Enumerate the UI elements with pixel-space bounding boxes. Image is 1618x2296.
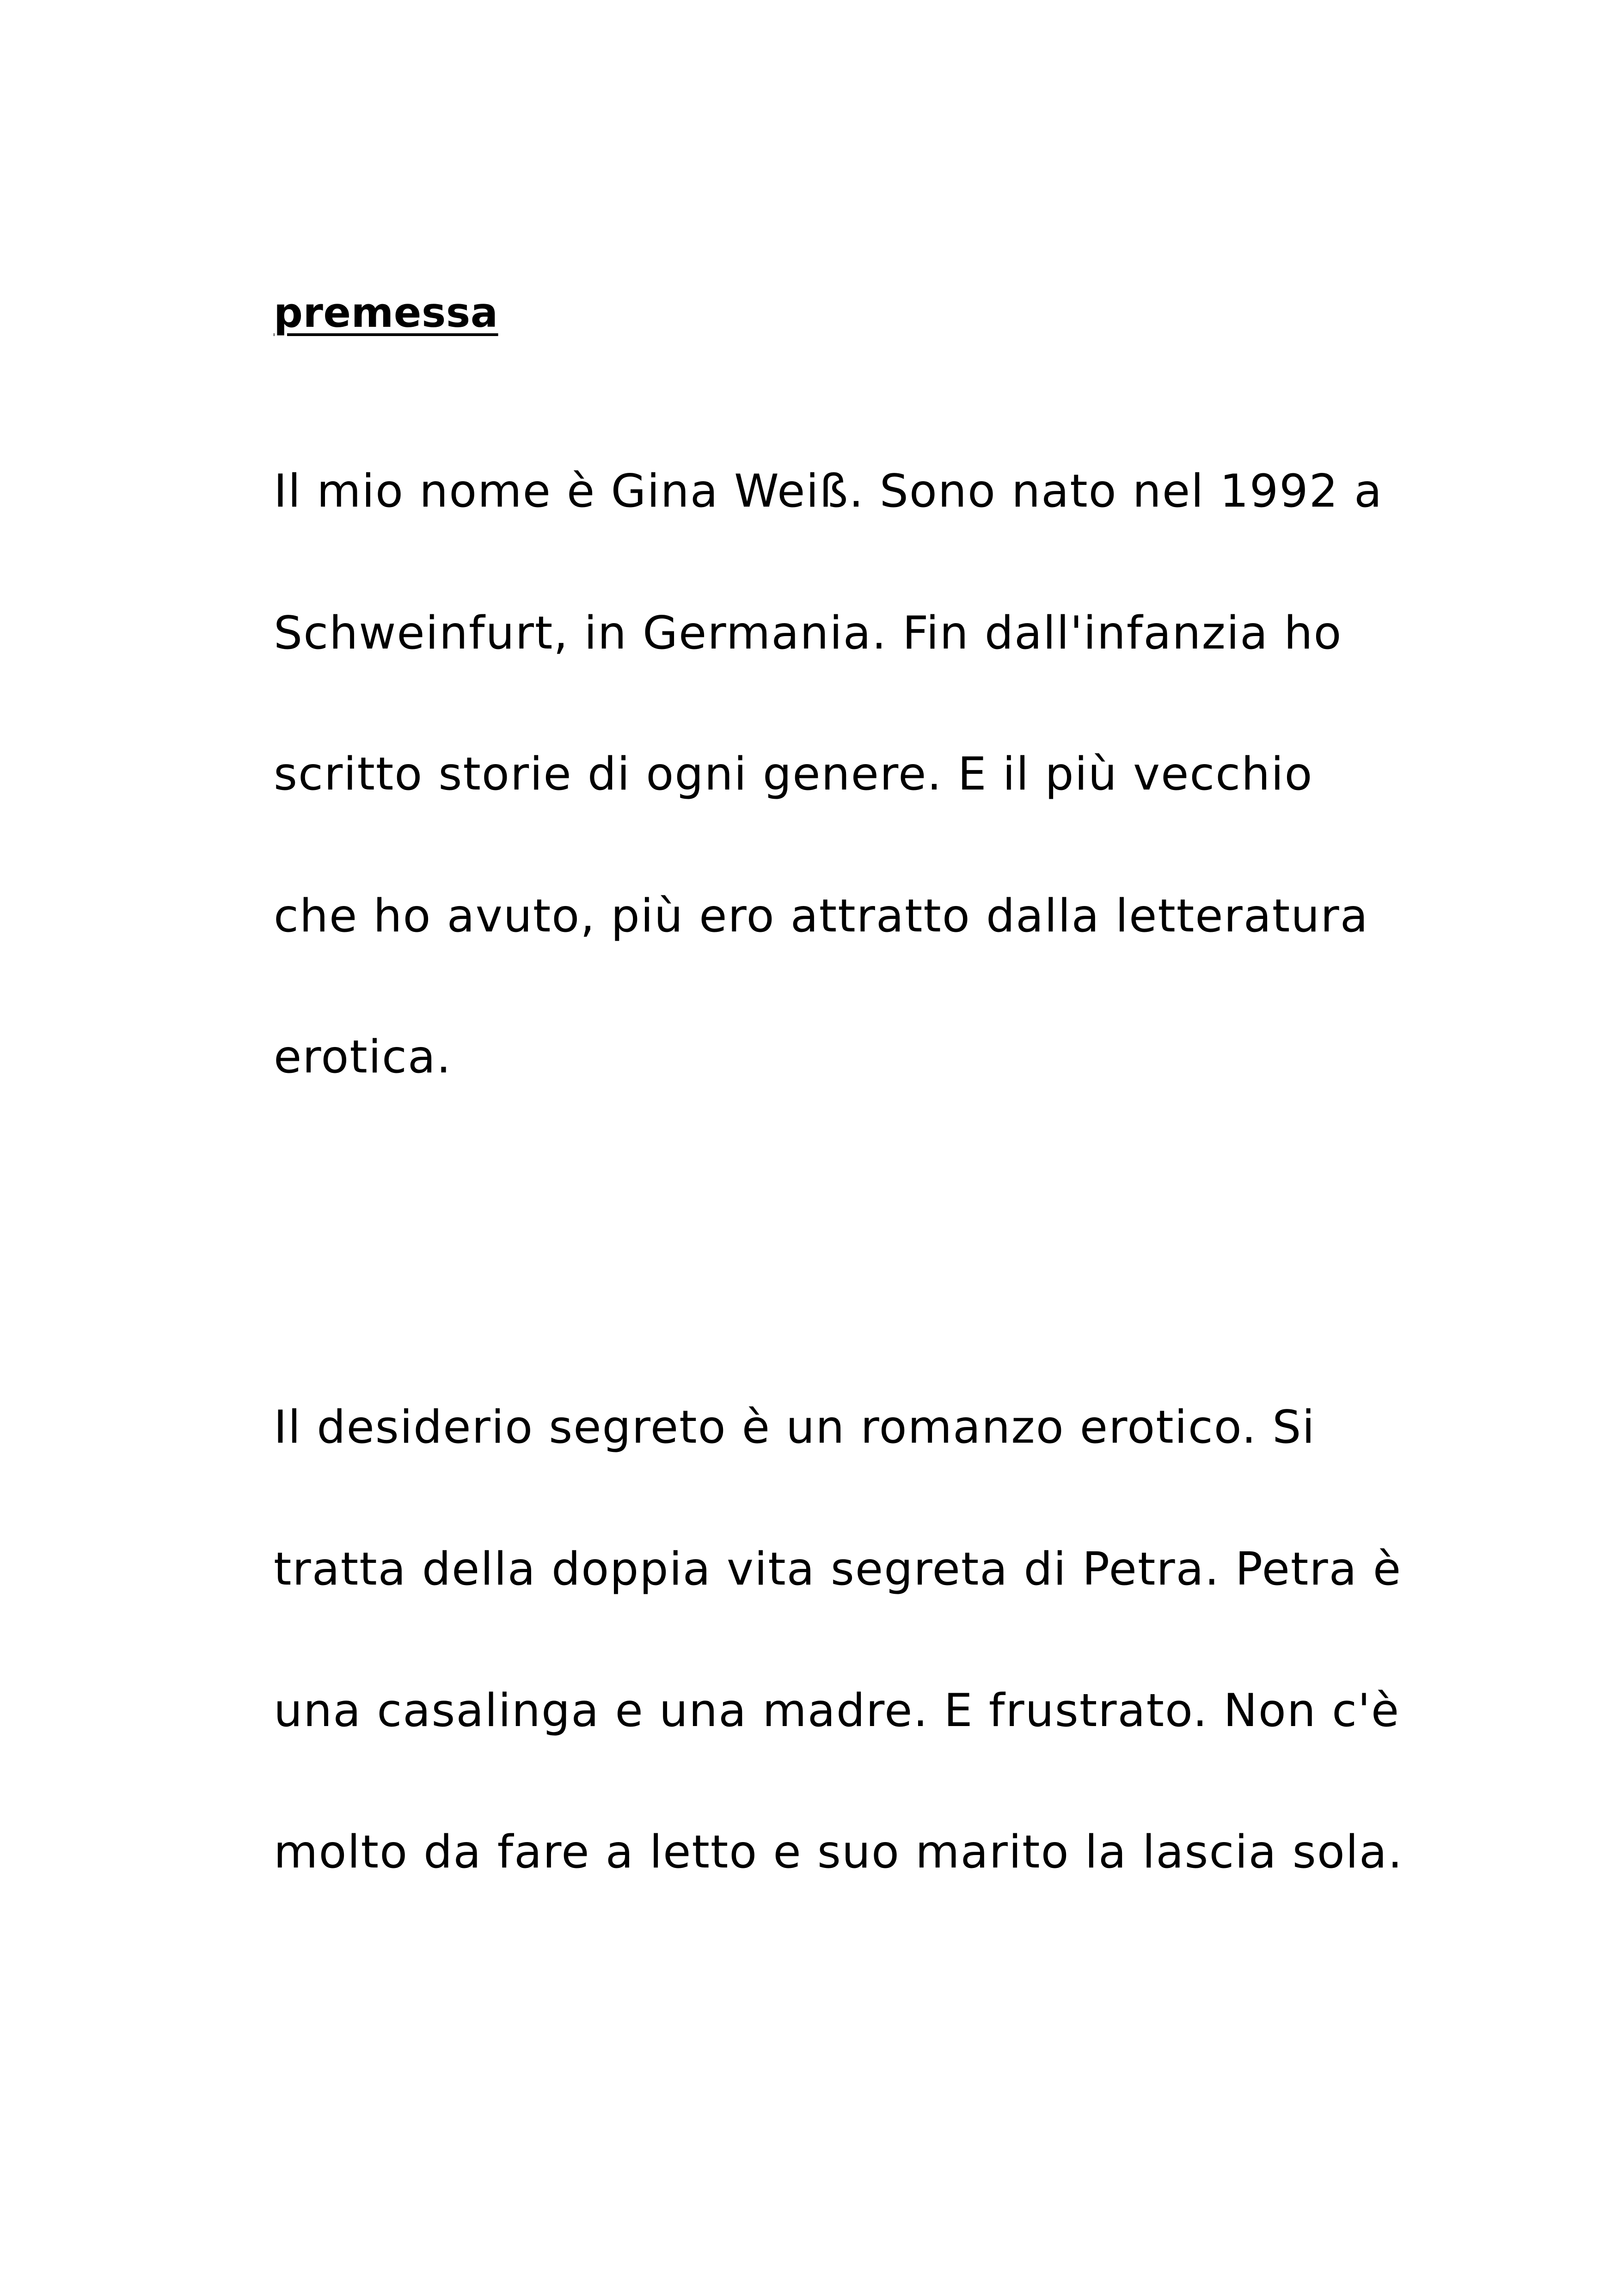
section-heading: premessa xyxy=(274,289,498,337)
paragraph-line: Il mio nome è Gina Weiß. Sono nato nel 1992 a xyxy=(274,465,1383,518)
paragraph-line: tratta della doppia vita segreta di Petra. Petra è xyxy=(274,1543,1402,1596)
paragraph-line: Schweinfurt, in Germania. Fin dall'infanzia ho xyxy=(274,607,1342,660)
paragraph-line: Il desiderio segreto è un romanzo erotico. Si xyxy=(274,1401,1316,1454)
paragraph-line: erotica. xyxy=(274,1031,452,1084)
paragraph-line: una casalinga e una madre. E frustrato. Non c'è xyxy=(274,1684,1400,1737)
paragraph-line: scritto storie di ogni genere. E il più vecchio xyxy=(274,748,1313,801)
paragraph-line: che ho avuto, più ero attratto dalla letteratura xyxy=(274,890,1369,943)
paragraph-line: molto da fare a letto e suo marito la lascia sola. xyxy=(274,1826,1403,1879)
